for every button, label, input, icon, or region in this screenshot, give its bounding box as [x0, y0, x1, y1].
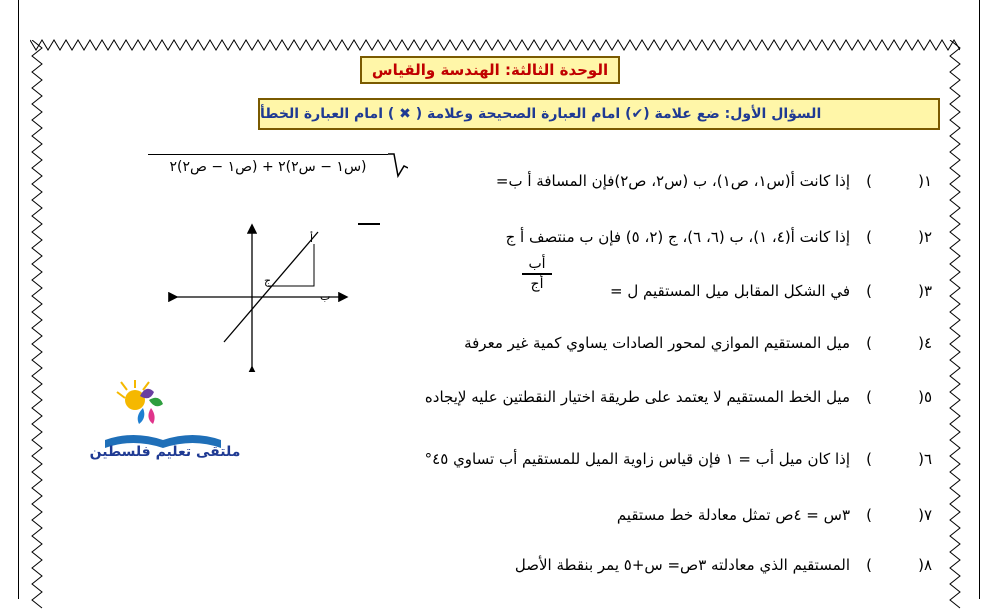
- item-number: ٥(: [918, 388, 932, 406]
- fraction-numerator: أب: [528, 256, 546, 272]
- item-text: إذا كانت أ(٤، ١)، ب (٦، ٦)، ج (٢، ٥) فإن ب منتصف أ ج: [505, 228, 850, 246]
- logo-text: ملتقى تعليم فلسطين: [89, 444, 241, 460]
- list-item: [610, 282, 932, 300]
- item-number: ٦(: [918, 450, 932, 468]
- line-slope-figure: [168, 222, 354, 372]
- item-text: ٣س = ٤ص تمثل معادلة خط مستقيم: [616, 506, 850, 524]
- fraction-bar: [522, 273, 552, 275]
- fraction-denominator: أج: [530, 275, 544, 292]
- left-border-decoration: [30, 40, 44, 610]
- top-border-decoration: [30, 38, 960, 52]
- item-number: ٨(: [918, 556, 932, 574]
- item-number: ٢(: [918, 228, 932, 246]
- label-c: ج: [264, 274, 272, 287]
- item-text: إذا كانت أ(س١، ص١)، ب (س٢، ص٢)فإن المسافة أ ب=: [495, 172, 850, 190]
- item-text: ميل المستقيم الموازي لمحور الصادات يساوي كمية غير معرفة: [464, 334, 850, 352]
- label-a: أ: [310, 232, 314, 245]
- answer-blank[interactable]: ): [866, 450, 872, 468]
- unit-title: الوحدة الثالثة: الهندسة والقياس: [360, 56, 620, 84]
- question-header: السؤال الأول: ضع علامة (✔) امام العبارة الصحيحة وعلامة ( ✖ ) امام العبارة الخطأ: [258, 98, 940, 130]
- answer-blank[interactable]: ): [866, 556, 872, 574]
- item-number: ٧(: [918, 506, 932, 524]
- list-item: [515, 556, 932, 574]
- answer-blank[interactable]: ): [866, 334, 872, 352]
- item-number: ١(: [918, 172, 932, 190]
- item-number: ٣(: [918, 282, 932, 300]
- slope-triangle: [268, 244, 314, 286]
- list-item: [496, 172, 932, 190]
- answer-blank[interactable]: ): [866, 388, 872, 406]
- answer-blank[interactable]: ): [866, 228, 872, 246]
- item-text: المستقيم الذي معادلته ٣ص= س+٥ يمر بنقطة الأصل: [514, 556, 850, 574]
- radical-sign: [386, 150, 408, 180]
- distance-formula: [140, 150, 410, 180]
- list-item: [617, 506, 932, 524]
- list-item: [464, 334, 932, 352]
- line-l: [224, 232, 318, 342]
- distance-formula-radicand: (س١ − س٢)٢ + (ص١ − ص٢)٢: [148, 154, 388, 177]
- item-text: في الشكل المقابل ميل المستقيم ل =: [610, 282, 850, 300]
- slope-fraction: [522, 256, 552, 292]
- list-item: [506, 228, 932, 246]
- item-text: ميل الخط المستقيم لا يعتمد على طريقة اختيار النقطتين عليه لإيجاده: [424, 388, 850, 406]
- answer-blank[interactable]: ): [866, 282, 872, 300]
- answer-blank[interactable]: ): [866, 506, 872, 524]
- segment-overline: [358, 223, 380, 225]
- item-text: إذا كان ميل أب = ١ فإن قياس زاوية الميل للمستقيم أب تساوي ٤٥°: [424, 450, 850, 468]
- list-item: [425, 450, 932, 468]
- answer-blank[interactable]: ): [866, 172, 872, 190]
- item-number: ٤(: [918, 334, 932, 352]
- label-b: ب: [320, 290, 331, 303]
- list-item: [425, 388, 932, 406]
- right-border-decoration: [948, 40, 962, 610]
